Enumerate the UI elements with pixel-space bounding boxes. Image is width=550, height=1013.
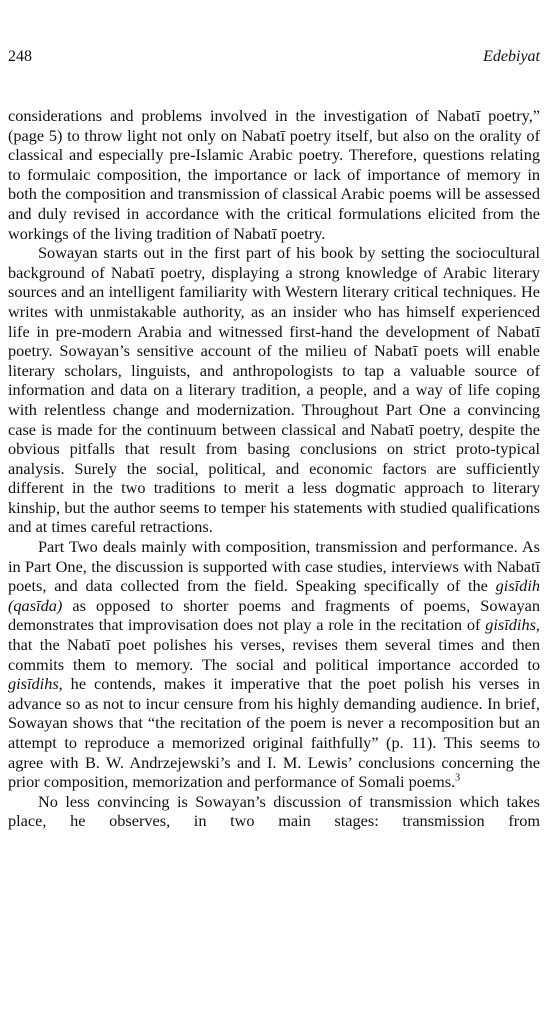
body-text [8, 106, 540, 831]
text-run: No less convincing is Sowayan’s discussion of transmission which takes place, he observes, in two main stages: transmission from [8, 791, 540, 831]
text-run: Sowayan starts out in the first part of his book by setting the sociocultural background of Nabatī poetry, displaying a strong knowledge of Arabic literary sources and an intelligent familiarity with Western literary critical techniques. He writes with unmistakable authority, as an insider who has himself experienced life in pre-modern Arabia and witnessed first-hand the development of Nabatī poetry. Sowayan’s sensitive account of the milieu of Nabatī poets will enable literary scholars, linguists, and anthropologists to tap a valuable source of information and data on a literary tradition, a people, and a way of life coping with relentless change and modernization. Throughout Part One a convincing case is made for the continuum between classical and Nabatī poetry, despite the obvious pitfalls that result from basing conclusions on strict proto-typical analysis. Surely the social, political, and economic factors are sufficiently different in the two traditions to merit a less dogmatic approach to literary kinship, but the author seems to temper his statements with studied qualifications and at times careful retractions. [8, 243, 540, 537]
paragraph-1 [8, 106, 540, 243]
running-head: Edebiyat [483, 48, 540, 65]
page-header [8, 48, 540, 70]
paragraph-4 [8, 792, 540, 831]
italic-term: gisīdihs [8, 674, 59, 694]
italic-term: gisīdihs [485, 615, 536, 635]
text-run: Part Two deals mainly with composition, transmission and performance. As in Part One, the discussion is supported with case studies, interviews with Nabatī poets, and data collected from the field. Speaking specifically of the [8, 537, 540, 596]
paragraph-3 [8, 537, 540, 792]
italic-term: gisīdih (qasīda) [8, 576, 540, 615]
paragraph-2 [8, 243, 540, 537]
text-run: , that the Nabatī poet polishes his verses, revises them several times and then commits them to memory. The social and political importance accorded to [8, 615, 540, 674]
text-run: considerations and problems involved in the investigation of Nabatī poetry,” (page 5) to throw light not only on Nabatī poetry itself, but also on the orality of classical and especially pre-Islamic Arabic poetry. Therefore, questions relating to formulaic composition, the importance or lack of importance of memory in both the composition and transmission of classical Arabic poems will be assessed and duly revised in accordance with the critical formulations elicited from the workings of the living tradition of Nabatī poetry. [8, 106, 540, 243]
footnote-marker: 3 [455, 772, 461, 784]
text-run: as opposed to shorter poems and fragments of poems, Sowayan demonstrates that improvisation does not play a role in the recitation of [8, 595, 540, 635]
text-run: , he contends, makes it imperative that the poet polish his verses in advance so as not to incur censure from his highly demanding audience. In brief, Sowayan shows that “the recitation of the poem is never a recomposition but an attempt to reproduce a memorized original faithfully” (p. 11). This seems to agree with B. W. Andrzejewski’s and I. M. Lewis’ conclusions concerning the prior composition, memorization and performance of Somali poems. [8, 674, 540, 792]
page-number: 248 [8, 48, 32, 65]
